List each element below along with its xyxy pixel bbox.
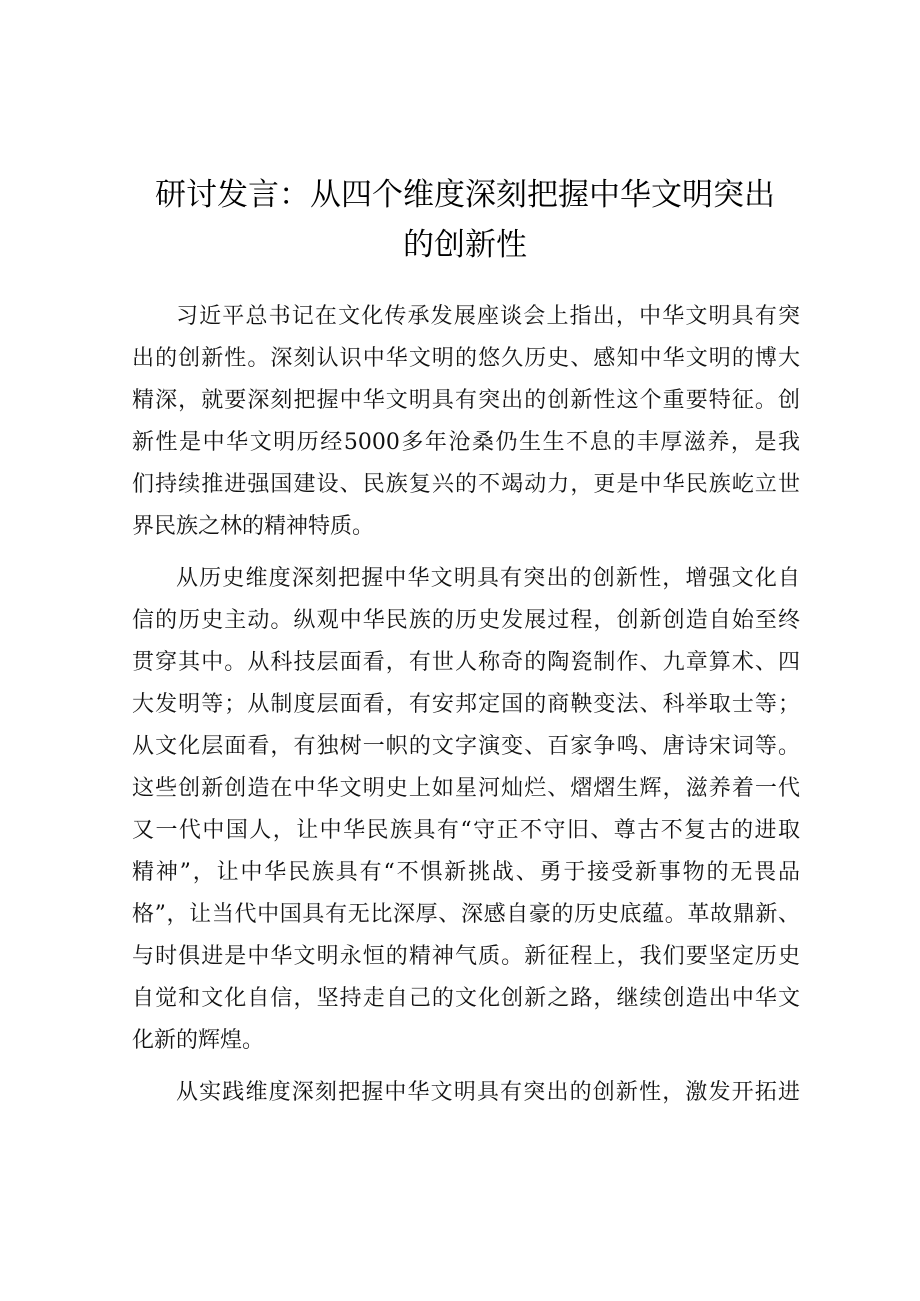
paragraph-line: 这些创新创造在中华文明史上如星河灿烂、熠熠生辉，滋养着一代 bbox=[132, 776, 800, 801]
paragraph-line: 出的创新性。深刻认识中华文明的悠久历史、感知中华文明的博大 bbox=[132, 346, 800, 371]
paragraph-line: 精神”，让中华民族具有“不惧新挑战、勇于接受新事物的无畏品 bbox=[132, 860, 800, 885]
paragraph-line: 习近平总书记在文化传承发展座谈会上指出，中华文明具有突 bbox=[176, 304, 800, 329]
paragraph-line: 新性是中华文明历经5000多年沧桑仍生生不息的丰厚滋养，是我 bbox=[132, 430, 800, 455]
title-line-2: 的创新性 bbox=[403, 227, 527, 263]
paragraph-line: 与时俱进是中华文明永恒的精神气质。新征程上，我们要坚定历史 bbox=[132, 944, 800, 969]
paragraph-line: 信的历史主动。纵观中华民族的历史发展过程，创新创造自始至终 bbox=[132, 608, 800, 633]
document-title bbox=[100, 170, 830, 270]
paragraph-line: 从实践维度深刻把握中华文明具有突出的创新性，激发开拓进 bbox=[176, 1080, 800, 1105]
paragraph bbox=[132, 296, 800, 548]
paragraph-line: 精深，就要深刻把握中华文明具有突出的创新性这个重要特征。创 bbox=[132, 388, 800, 413]
paragraph-line: 又一代中国人，让中华民族具有“守正不守旧、尊古不复古的进取 bbox=[132, 818, 800, 843]
paragraph-line: 自觉和文化自信，坚持走自己的文化创新之路，继续创造出中华文 bbox=[132, 986, 800, 1011]
title-line-1: 研讨发言：从四个维度深刻把握中华文明突出 bbox=[155, 177, 775, 213]
paragraph-line: 们持续推进强国建设、民族复兴的不竭动力，更是中华民族屹立世 bbox=[132, 472, 800, 497]
paragraph-line: 从文化层面看，有独树一帜的文字演变、百家争鸣、唐诗宋词等。 bbox=[132, 734, 800, 759]
paragraph-line: 格”，让当代中国具有无比深厚、深感自豪的历史底蕴。革故鼎新、 bbox=[132, 902, 800, 927]
paragraph-line: 贯穿其中。从科技层面看，有世人称奇的陶瓷制作、九章算术、四 bbox=[132, 650, 800, 675]
paragraph bbox=[132, 1072, 800, 1114]
document-body bbox=[132, 296, 800, 1124]
paragraph-line: 化新的辉煌。 bbox=[132, 1028, 265, 1053]
paragraph-line: 从历史维度深刻把握中华文明具有突出的创新性，增强文化自 bbox=[176, 566, 800, 591]
paragraph-line: 界民族之林的精神特质。 bbox=[132, 514, 375, 539]
paragraph bbox=[132, 558, 800, 1062]
paragraph-line: 大发明等；从制度层面看，有安邦定国的商鞅变法、科举取士等； bbox=[132, 692, 800, 717]
